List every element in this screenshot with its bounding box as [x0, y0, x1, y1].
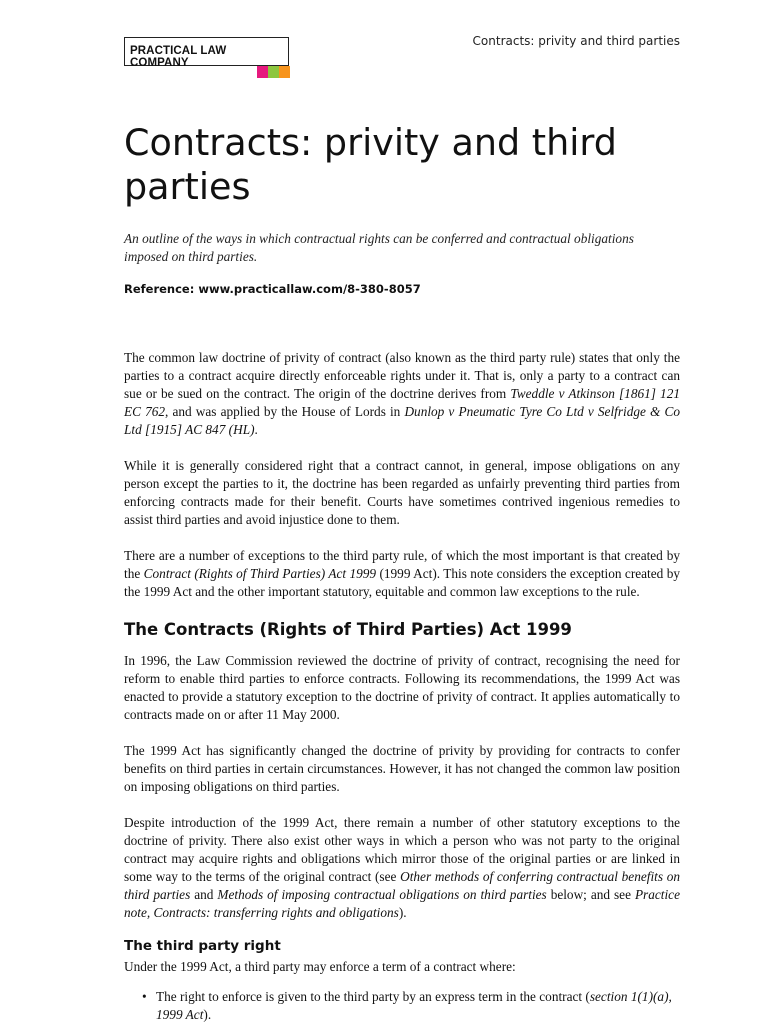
- paragraph: Under the 1999 Act, a third party may enforce a term of a contract where:: [124, 959, 516, 974]
- logo-square-magenta: [257, 66, 268, 78]
- paragraph: The 1999 Act has significantly changed the doctrine of privity by providing for contracts to confer benefits on third parties in certain circumstances. However, it has not changed the common law position on imposing obligations on third parties.: [124, 743, 680, 794]
- condition-list: [124, 988, 680, 1024]
- statute-citation: section 1(1)(a), 1999 Act: [156, 989, 672, 1022]
- case-citation: Tweddle v Atkinson [1861] 121 EC 762: [124, 386, 680, 419]
- subsection-heading: The third party right: [124, 938, 281, 954]
- statute-citation: Contract (Rights of Third Parties) Act 1999: [143, 566, 377, 581]
- logo-square-green: [268, 66, 279, 78]
- company-logo: [124, 37, 289, 69]
- paragraph: While it is generally considered right that a contract cannot, in general, impose obligations on any person except the parties to it, the doctrine has been regarded as unfairly preventing third parties from enforcing contracts made for their benefit. Courts have sometimes contrived ingenious remedies to assist third parties and avoid injustice done to them.: [124, 458, 680, 527]
- section-heading: The Contracts (Rights of Third Parties) Act 1999: [124, 620, 572, 639]
- paragraph: The common law doctrine of privity of contract (also known as the third party rule) states that only the parties to a contract acquire directly enforceable rights under it. That is, only a party to a contract can sue or be sued on the contract. The origin of the doctrine derives from Tweddle v Atkinson [1861] 121 EC 762, and was applied by the House of Lords in Dunlop v Pneumatic Tyre Co Ltd v Selfridge & Co Ltd [1915] AC 847 (HL).: [124, 350, 680, 437]
- logo-square-orange: [279, 66, 290, 78]
- running-head: Contracts: privity and third parties: [472, 34, 680, 48]
- case-citation: Dunlop v Pneumatic Tyre Co Ltd v Selfridge & Co Ltd [1915] AC 847 (HL): [124, 404, 680, 437]
- document-body: [124, 230, 680, 1024]
- list-item: • The right to enforce is given to the third party by an express term in the contract (section 1(1)(a), 1999 Act).: [138, 988, 680, 1024]
- reference-link[interactable]: Reference: www.practicallaw.com/8-380-8057: [124, 282, 421, 296]
- cross-reference: Methods of imposing contractual obligations on third parties: [217, 887, 547, 902]
- logo-text: PRACTICAL LAW COMPANY: [130, 45, 227, 69]
- cross-reference: Practice note, Contracts: transferring rights and obligations: [124, 887, 680, 920]
- paragraph: There are a number of exceptions to the third party rule, of which the most important is that created by the Contract (Rights of Third Parties) Act 1999 (1999 Act). This note considers the exception created by the 1999 Act and the other important statutory, equitable and common law exceptions to the rule.: [124, 548, 680, 599]
- cross-reference: Other methods of conferring contractual benefits on third parties: [124, 869, 680, 902]
- logo-color-squares: [257, 66, 290, 78]
- page-title: Contracts: privity and third parties: [124, 121, 617, 208]
- summary: An outline of the ways in which contractual rights can be conferred and contractual obligations imposed on third parties.: [124, 231, 634, 264]
- paragraph: In 1996, the Law Commission reviewed the doctrine of privity of contract, recognising the need for reform to enable third parties to enforce contracts. Following its recommendations, the 1999 Act was enacted to provide a statutory exception to the doctrine of privity of contract. It applies automatically to contracts made on or after 11 May 2000.: [124, 653, 680, 722]
- paragraph: Despite introduction of the 1999 Act, there remain a number of other statutory exceptions to the doctrine of privity. There also exist other ways in which a person who was not party to the original contract may acquire rights and obligations which mirror those of the original parties or are linked in some way to the terms of the original contract (see Other methods of conferring contractual benefits on third parties and Methods of imposing contractual obligations on third parties below; and see Practice note, Contracts: transferring rights and obligations).: [124, 815, 680, 920]
